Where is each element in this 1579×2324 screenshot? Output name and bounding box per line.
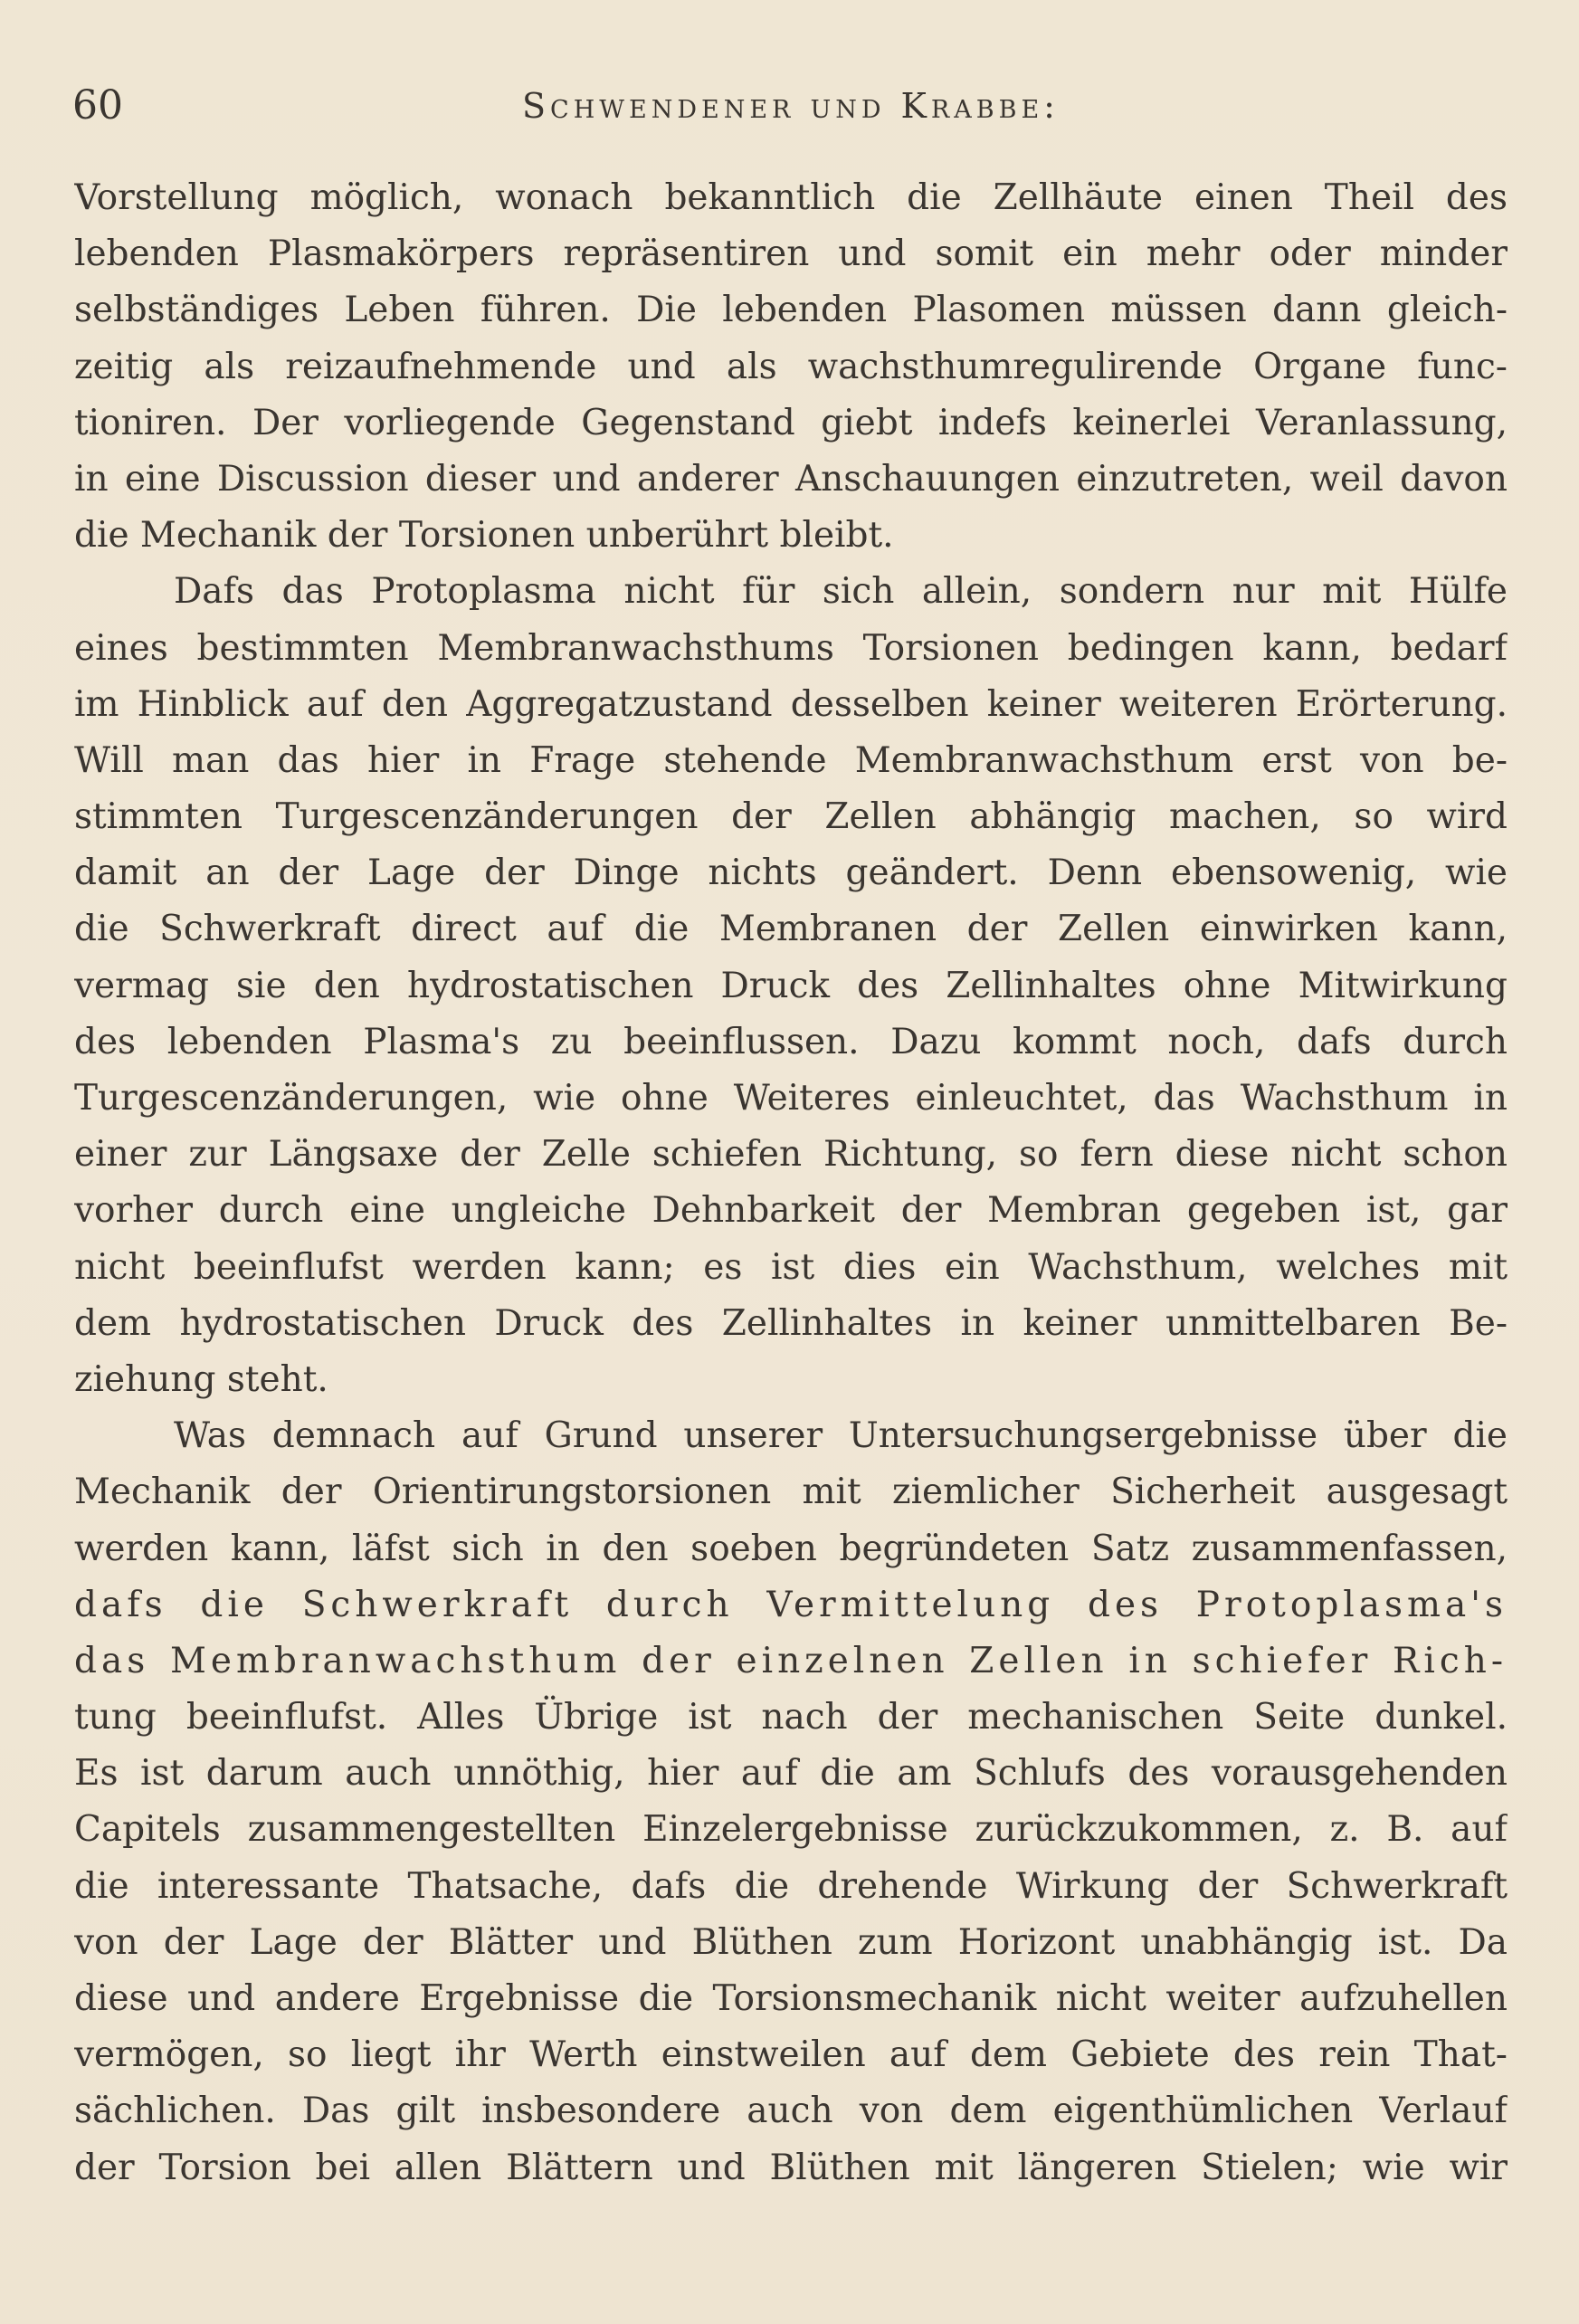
- text-line: vermögen, so liegt ihr Werth einstweilen auf dem Gebiete des rein That-: [74, 2034, 1508, 2076]
- text-line: selbständiges Leben führen. Die lebenden Plasomen müssen dann gleich-: [74, 290, 1508, 331]
- text-line: tung beeinflufst. Alles Übrige ist nach der mechanischen Seite dunkel.: [74, 1697, 1508, 1738]
- text-line: zeitig als reizaufnehmende und als wachsthumregulirende Organe func-: [74, 346, 1508, 387]
- page-header: [72, 74, 1509, 138]
- text-line: damit an der Lage der Dinge nichts geändert. Denn ebensowenig, wie: [74, 852, 1508, 894]
- text-line: tioniren. Der vorliegende Gegenstand giebt indefs keinerlei Veranlassung,: [74, 402, 1508, 443]
- text-line: des lebenden Plasma's zu beeinflussen. Dazu kommt noch, dafs durch: [74, 1021, 1508, 1062]
- text-line: von der Lage der Blätter und Blüthen zum Horizont unabhängig ist. Da: [74, 1921, 1508, 1963]
- text-line: in eine Discussion dieser und anderer Anschauungen einzutreten, weil davon: [74, 458, 1508, 500]
- text-line: Vorstellung möglich, wonach bekanntlich die Zellhäute einen Theil des: [74, 177, 1508, 218]
- text-line: dem hydrostatischen Druck des Zellinhaltes in keiner unmittelbaren Be-: [74, 1302, 1508, 1344]
- text-line: nicht beeinflufst werden kann; es ist dies ein Wachsthum, welches mit: [74, 1246, 1508, 1288]
- text-line: Mechanik der Orientirungstorsionen mit ziemlicher Sicherheit ausgesagt: [74, 1472, 1508, 1513]
- text-line: der Torsion bei allen Blättern und Blüthen mit längeren Stielen; wie wir: [74, 2147, 1508, 2188]
- text-line: vorher durch eine ungleiche Dehnbarkeit der Membran gegeben ist, gar: [74, 1190, 1508, 1232]
- text-line: Turgescenzänderungen, wie ohne Weiteres einleuchtet, das Wachsthum in: [74, 1078, 1508, 1119]
- text-line: die Schwerkraft direct auf die Membranen der Zellen einwirken kann,: [74, 909, 1508, 950]
- running-head: Schwendener und Krabbe:: [522, 86, 1060, 126]
- paragraph-start-line: Dafs das Protoplasma nicht für sich allein, sondern nur mit Hülfe: [174, 571, 1508, 613]
- text-line: eines bestimmten Membranwachsthums Torsionen bedingen kann, bedarf: [74, 627, 1508, 669]
- page-number: 60: [72, 82, 123, 129]
- text-line: sächlichen. Das gilt insbesondere auch von dem eigenthümlichen Verlauf: [74, 2091, 1508, 2132]
- body-text: [74, 170, 1508, 2196]
- text-line: lebenden Plasmakörpers repräsentiren und somit ein mehr oder minder: [74, 233, 1508, 275]
- text-line: Will man das hier in Frage stehende Membranwachsthum erst von be-: [74, 739, 1508, 781]
- emphasized-line: das Membranwachsthum der einzelnen Zellen in schiefer Rich-: [74, 1640, 1508, 1681]
- text-line: Capitels zusammengestellten Einzelergebnisse zurückzukommen, z. B. auf: [74, 1809, 1508, 1851]
- text-line: einer zur Längsaxe der Zelle schiefen Richtung, so fern diese nicht schon: [74, 1134, 1508, 1176]
- text-line: die interessante Thatsache, dafs die drehende Wirkung der Schwerkraft: [74, 1865, 1508, 1907]
- text-line: diese und andere Ergebnisse die Torsionsmechanik nicht weiter aufzuhellen: [74, 1978, 1508, 2019]
- emphasized-line: dafs die Schwerkraft durch Vermittelung des Protoplasma's: [74, 1584, 1508, 1625]
- text-line: ziehung steht.: [74, 1358, 328, 1400]
- text-line: stimmten Turgescenzänderungen der Zellen abhängig machen, so wird: [74, 796, 1508, 838]
- paragraph-start-line: Was demnach auf Grund unserer Untersuchungsergebnisse über die: [174, 1415, 1508, 1457]
- text-line: die Mechanik der Torsionen unberührt bleibt.: [74, 515, 894, 557]
- text-line: werden kann, läfst sich in den soeben begründeten Satz zusammenfassen,: [74, 1528, 1508, 1569]
- text-line: im Hinblick auf den Aggregatzustand desselben keiner weiteren Erörterung.: [74, 683, 1508, 725]
- text-line: Es ist darum auch unnöthig, hier auf die am Schlufs des vorausgehenden: [74, 1753, 1508, 1795]
- text-line: vermag sie den hydrostatischen Druck des Zellinhaltes ohne Mitwirkung: [74, 965, 1508, 1006]
